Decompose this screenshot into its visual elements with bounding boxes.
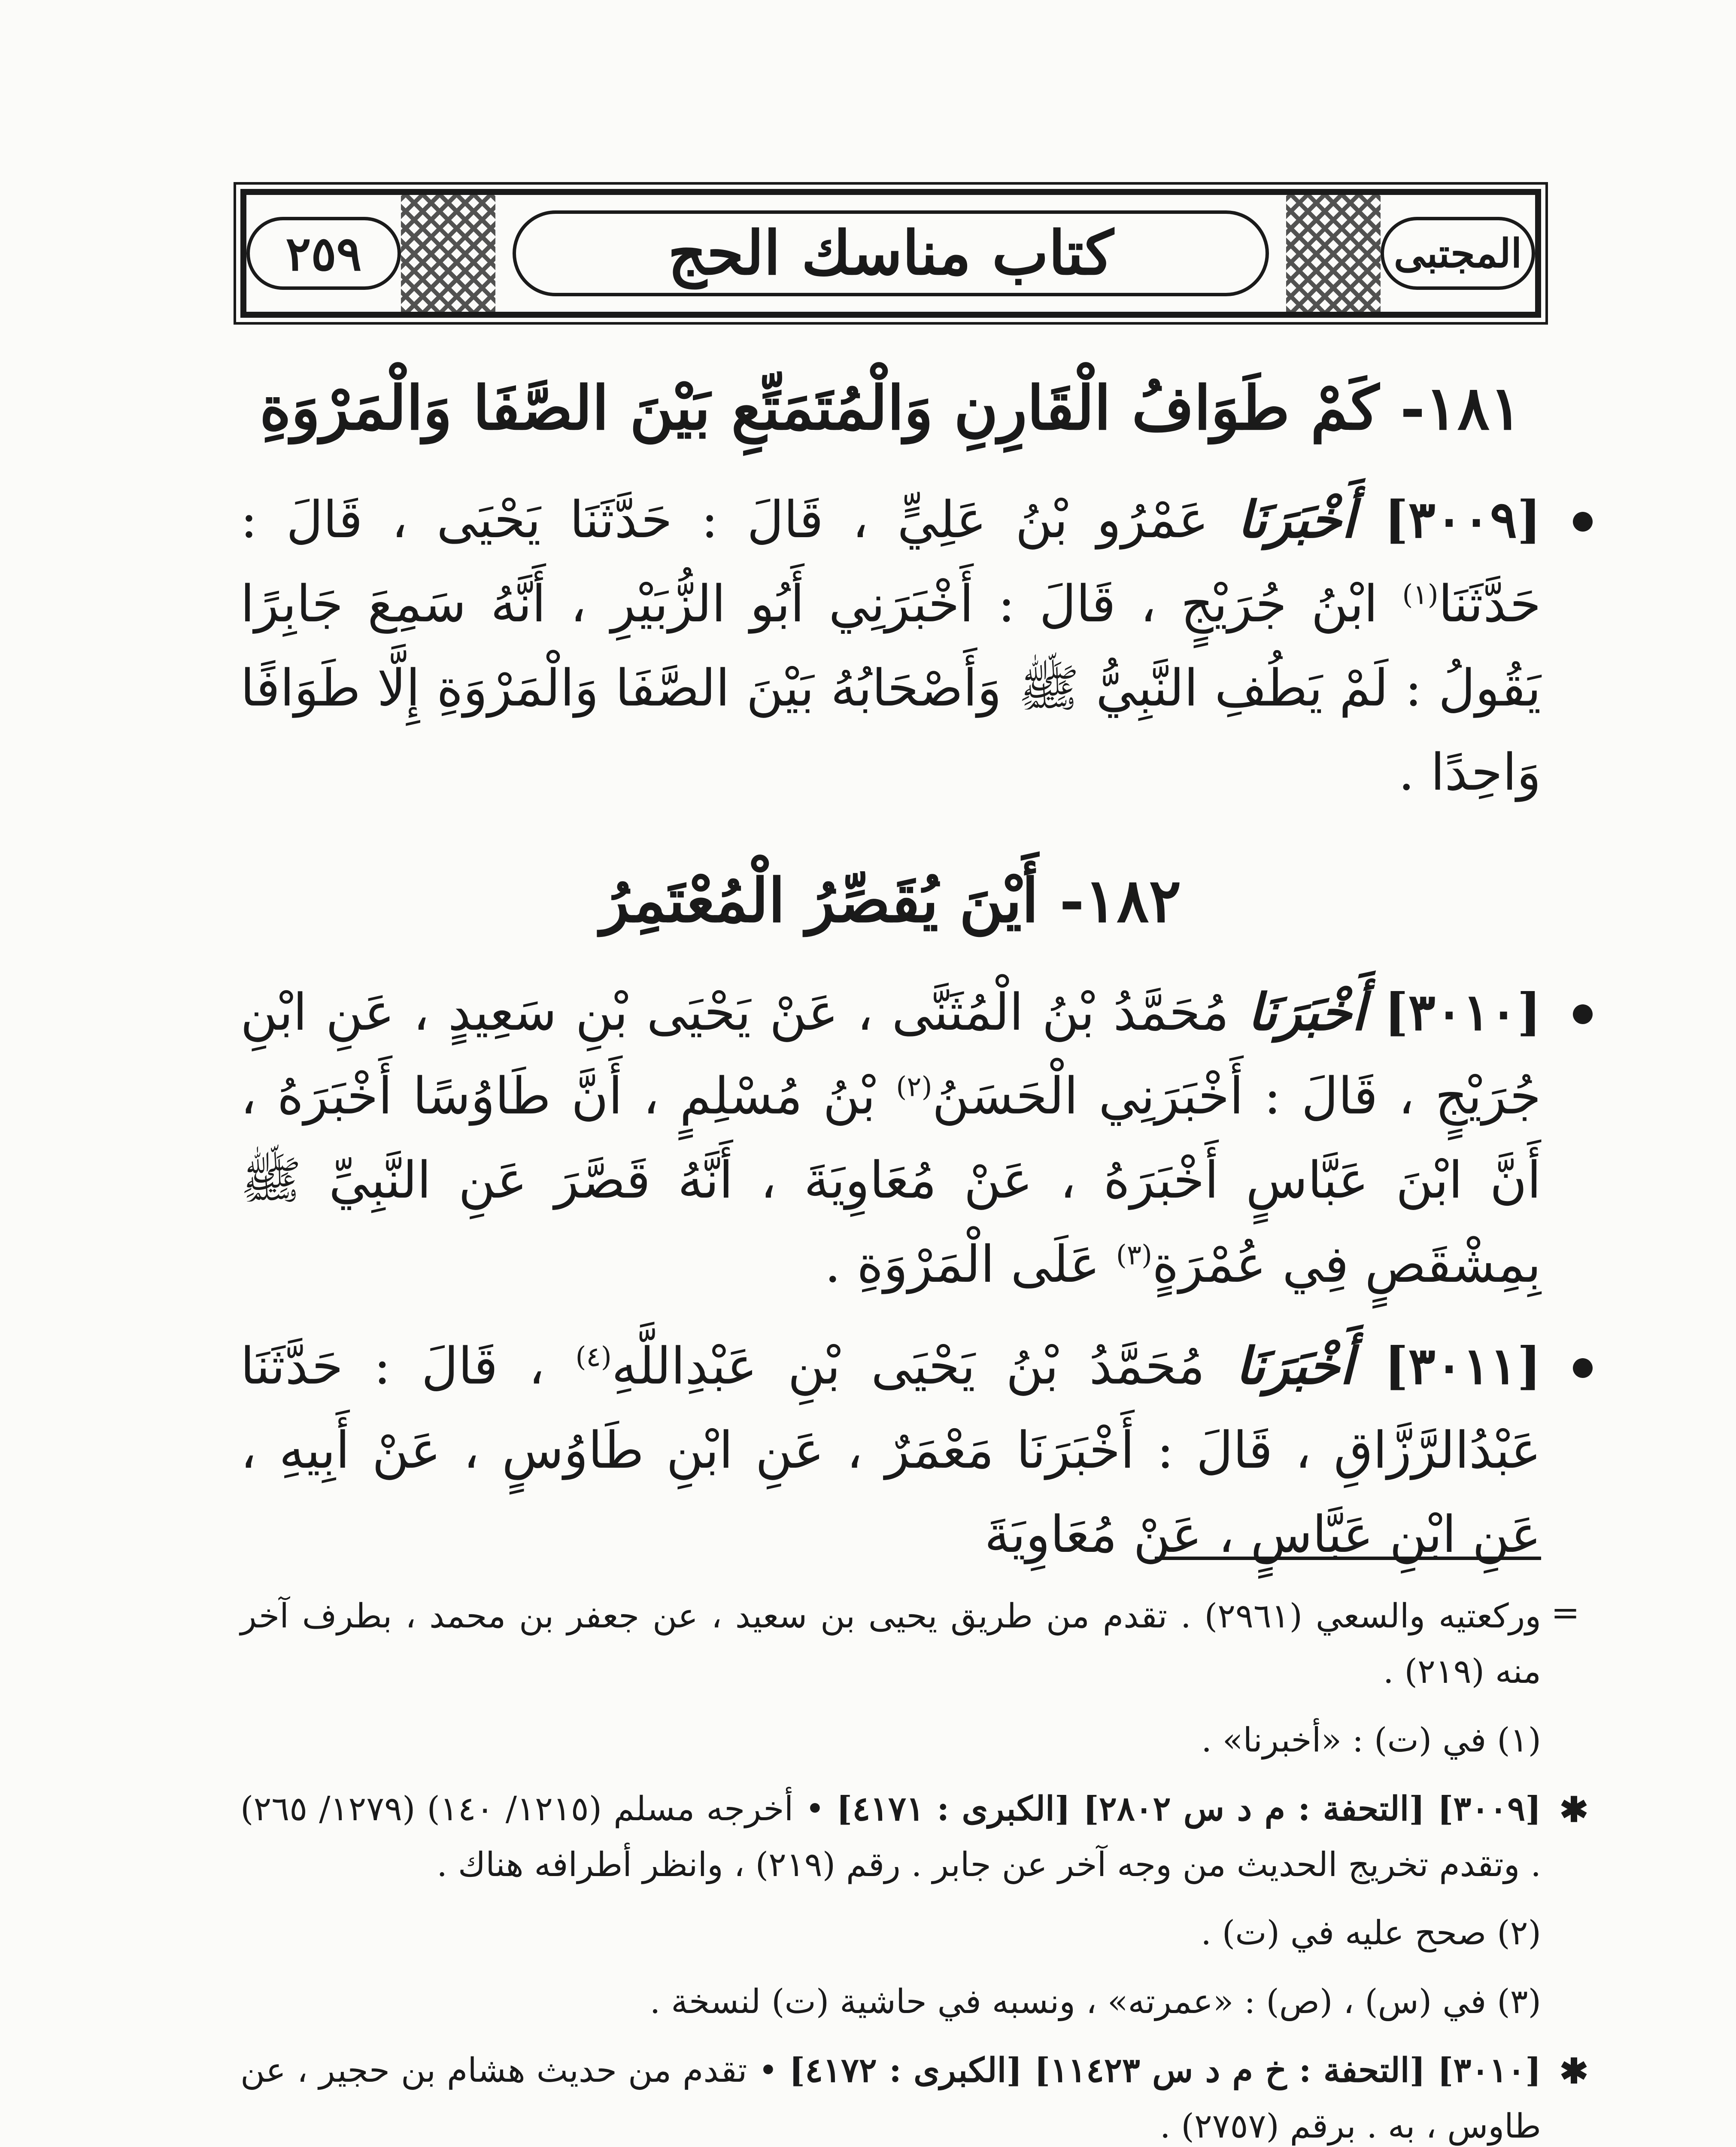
hadith-opener: أَخْبَرَنَا [1235, 1336, 1354, 1396]
footnote-1: (١) في (ت) : «أخبرنا» . [1201, 1721, 1541, 1760]
hadith-opener: أَخْبَرَنَا [1237, 490, 1356, 549]
hadith-3010 [240, 970, 1541, 1307]
running-header [240, 189, 1541, 318]
footnotes [240, 1589, 1588, 2147]
footnote-divider [1155, 1557, 1541, 1560]
takhrij-tag: [٣٠٠٩] [التحفة : م د س ٢٨٠٢] [الكبرى : ٤١٧١] [836, 1789, 1542, 1829]
hadith-opener: أَخْبَرَنَا [1247, 982, 1366, 1042]
takhrij-text: • تقدم من حديث هشام بن حجير ، عن طاوس ، به . برقم (٢٧٥٧) . [240, 2051, 1541, 2146]
hadith-text: عَلَى الْمَرْوَةِ . [825, 1235, 1100, 1294]
footnote-2: (٢) صحح عليه في (ت) . [1201, 1914, 1541, 1953]
ornament-right [1286, 195, 1381, 312]
footnote-marker: (٢) [896, 1071, 932, 1104]
footnote-marker: (٤) [575, 1341, 612, 1373]
chapter-heading-182: ١٨٢- أَيْنَ يُقَصِّرُ الْمُعْتَمِرُ [600, 865, 1181, 936]
main-text [240, 369, 1541, 1594]
continuation-mark: = [1551, 1593, 1580, 1633]
footnote-text: وركعتيه والسعي (٢٩٦١) . تقدم من طريق يحيى بن سعيد ، عن جعفر بن محمد ، بطرف آخر منه (٢١٩) . [240, 1597, 1541, 1691]
hadith-number: [٣٠١٠] [1384, 982, 1541, 1042]
hadith-3011 [240, 1324, 1541, 1577]
footnote-marker: (٣) [1116, 1239, 1153, 1271]
chapter-heading-181: ١٨١- كَمْ طَوَافُ الْقَارِنِ وَالْمُتَمَتِّعِ بَيْنَ الصَّفَا وَالْمَرْوَةِ [259, 373, 1522, 444]
bullet-icon [1573, 1358, 1593, 1378]
hadith-number: [٣٠١١] [1384, 1336, 1541, 1396]
page-number: ٢٥٩ [246, 217, 401, 290]
hadith-text: ، قَالَ : حَدَّثَنَا عَبْدُالرَّزَّاقِ ، قَالَ : أَخْبَرَنَا مَعْمَرٌ ، عَنِ ابْنِ طَاوُسٍ ، عَنْ أَبِيهِ ، عَنِ ابْنِ عَبَّاسٍ ، عَنْ مُعَاوِيَةَ [240, 1336, 1541, 1564]
footnote-marker: (١) [1402, 579, 1439, 611]
takhrij-3010 [240, 2043, 1588, 2147]
hadith-text: مُحَمَّدُ بْنُ الْمُثَنَّى ، عَنْ يَحْيَى بْنِ سَعِيدٍ ، عَنِ ابْنِ جُرَيْجٍ ، قَالَ : أَخْبَرَنِي الْحَسَنُ [240, 982, 1541, 1126]
star-icon: ✱ [1559, 1789, 1588, 1830]
hadith-3009 [240, 477, 1541, 815]
hadith-number: [٣٠٠٩] [1384, 490, 1541, 549]
footnote-continuation [240, 1589, 1580, 1700]
takhrij-3009 [240, 1781, 1588, 1893]
takhrij-tag: [٣٠١٠] [التحفة : خ م د س ١١٤٢٣] [الكبرى : ٤١٧٢] [789, 2051, 1542, 2090]
hadith-text: بْنُ مُسْلِمٍ ، أَنَّ طَاوُسًا أَخْبَرَهُ ، أَنَّ ابْنَ عَبَّاسٍ أَخْبَرَهُ ، عَنْ مُعَاوِيَةَ ، أَنَّهُ قَصَّرَ عَنِ النَّبِيِّ ﷺ بِمِشْقَصٍ فِي عُمْرَةٍ [240, 1066, 1541, 1294]
ornament-left [401, 195, 495, 312]
bullet-icon [1573, 1004, 1593, 1024]
bullet-icon [1573, 512, 1593, 532]
footnote-3: (٣) في (س) ، (ص) : «عمرته» ، ونسبه في حاشية (ت) لنسخة . [649, 1982, 1541, 2021]
book-title: كتاب مناسك الحج [513, 210, 1269, 296]
star-icon: ✱ [1559, 2051, 1588, 2092]
takhrij-text: • أخرجه مسلم (١٢١٥/ ١٤٠) (١٢٧٩/ ٢٦٥) . وتقدم تخريج الحديث من وجه آخر عن جابر . رقم (٢١٩) ، وانظر أطرافه هناك . [240, 1790, 1541, 1884]
hadith-text: مُحَمَّدُ بْنُ يَحْيَى بْنِ عَبْدِاللَّهِ [611, 1336, 1205, 1396]
hadith-text: ابْنُ جُرَيْجٍ ، قَالَ : أَخْبَرَنِي أَبُو الزُّبَيْرِ ، أَنَّهُ سَمِعَ جَابِرًا يَقُولُ : لَمْ يَطُفِ النَّبِيُّ ﷺ وَأَصْحَابُهُ بَيْنَ الصَّفَا وَالْمَرْوَةِ إِلَّا طَوَافًا وَاحِدًا . [240, 574, 1541, 802]
collection-name: المجتبى [1381, 217, 1535, 290]
hadith-text: عَمْرُو بْنُ عَلِيٍّ ، قَالَ : حَدَّثَنَا يَحْيَى ، قَالَ : حَدَّثَنَا [240, 490, 1541, 633]
